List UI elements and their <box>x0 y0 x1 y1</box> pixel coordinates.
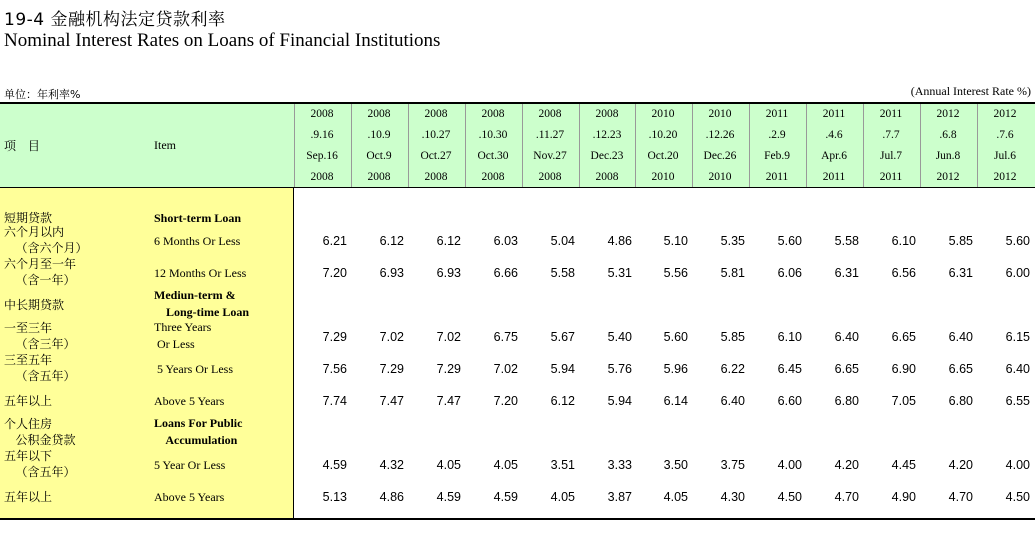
rate-cell: 6.31 <box>834 266 859 280</box>
date-header-year: 2011 <box>765 171 789 183</box>
row-label-english: 6 Months Or Less <box>154 234 241 248</box>
row-label-chinese: 五年以下 （含五年） <box>4 449 76 479</box>
rate-cell: 3.75 <box>720 458 745 472</box>
rate-cell: 6.40 <box>720 394 745 408</box>
row-label-chinese: 个人住房 公积金贷款 <box>4 417 76 447</box>
rate-cell: 4.05 <box>493 458 518 472</box>
date-header-year: 2008 <box>424 108 448 120</box>
date-header-year: 2012 <box>993 108 1017 120</box>
date-header-month-day: .7.6 <box>996 129 1014 141</box>
date-header-year: 2012 <box>936 108 960 120</box>
rate-cell: 6.45 <box>777 362 802 376</box>
rate-cell: 4.05 <box>550 490 575 504</box>
rate-cell: 4.05 <box>663 490 688 504</box>
row-label-chinese: 一至三年 （含三年） <box>4 321 76 351</box>
rate-cell: 6.10 <box>891 234 916 248</box>
rate-cell: 7.29 <box>436 362 461 376</box>
table-top-rule <box>0 102 1035 104</box>
rate-cell: 7.29 <box>379 362 404 376</box>
rate-cell: 4.59 <box>436 490 461 504</box>
rate-cell: 5.04 <box>550 234 575 248</box>
rate-cell: 7.05 <box>891 394 916 408</box>
row-label-chinese: 五年以上 <box>4 490 53 504</box>
rate-cell: 6.15 <box>1005 330 1030 344</box>
date-header-label: Feb.9 <box>764 150 790 162</box>
rate-cell: 7.47 <box>436 394 461 408</box>
rate-cell: 7.56 <box>322 362 347 376</box>
header-item-chinese: 项 目 <box>4 139 44 153</box>
row-label-english: Three Years Or Less <box>154 320 212 351</box>
rate-cell: 6.65 <box>948 362 973 376</box>
rate-cell: 6.55 <box>1005 394 1030 408</box>
row-label-chinese: 五年以上 <box>4 394 53 408</box>
rate-cell: 5.60 <box>1005 234 1030 248</box>
date-header-month-day: .7.7 <box>882 129 900 141</box>
rate-cell: 4.70 <box>948 490 973 504</box>
rate-cell: 6.75 <box>493 330 518 344</box>
rate-cell: 5.58 <box>834 234 859 248</box>
rate-cell: 6.12 <box>379 234 404 248</box>
date-header-year: 2012 <box>936 171 960 183</box>
rate-cell: 7.74 <box>322 394 347 408</box>
rate-cell: 6.60 <box>777 394 802 408</box>
rate-cell: 5.10 <box>663 234 688 248</box>
rate-cell: 4.00 <box>1005 458 1030 472</box>
date-header-label: Oct.27 <box>420 150 452 162</box>
rate-cell: 6.40 <box>948 330 973 344</box>
rate-cell: 6.12 <box>550 394 575 408</box>
rate-cell: 6.56 <box>891 266 916 280</box>
rate-cell: 3.50 <box>663 458 688 472</box>
title-english: Nominal Interest Rates on Loans of Financial Institutions <box>4 30 441 51</box>
row-label-chinese: 短期贷款 <box>4 211 53 225</box>
date-header-label: Jul.7 <box>879 150 903 162</box>
rate-cell: 4.20 <box>834 458 859 472</box>
rate-cell: 4.59 <box>322 458 347 472</box>
row-label-english: 5 Year Or Less <box>154 458 226 472</box>
rate-cell: 7.02 <box>379 330 404 344</box>
row-label-chinese: 三至五年 （含五年） <box>4 353 76 383</box>
rate-cell: 6.40 <box>1005 362 1030 376</box>
date-header-year: 2008 <box>367 171 391 183</box>
date-header-month-day: .10.20 <box>648 129 678 141</box>
row-label-english: Above 5 Years <box>154 394 225 408</box>
rate-cell: 5.81 <box>720 266 745 280</box>
rate-cell: 5.60 <box>777 234 802 248</box>
rate-cell: 4.86 <box>379 490 404 504</box>
rate-cell: 6.80 <box>834 394 859 408</box>
row-label-chinese: 六个月至一年 （含一年） <box>4 257 77 287</box>
date-header-month-day: .11.27 <box>535 129 565 141</box>
date-header-month-day: .4.6 <box>825 129 843 141</box>
rate-cell: 7.02 <box>493 362 518 376</box>
date-header-year: 2010 <box>708 108 732 120</box>
date-header-year: 2011 <box>822 108 846 120</box>
unit-label-english: (Annual Interest Rate %) <box>910 84 1031 98</box>
row-label-english: Short-term Loan <box>154 211 241 225</box>
rate-cell: 6.65 <box>891 330 916 344</box>
rate-cell: 5.40 <box>607 330 632 344</box>
date-header-year: 2008 <box>538 171 562 183</box>
rate-cell: 4.05 <box>436 458 461 472</box>
rate-cell: 6.90 <box>891 362 916 376</box>
row-label-english: Above 5 Years <box>154 490 225 504</box>
rate-cell: 7.29 <box>322 330 347 344</box>
date-header-month-day: .2.9 <box>768 129 786 141</box>
date-header-year: 2008 <box>367 108 391 120</box>
rate-cell: 4.50 <box>1005 490 1030 504</box>
rate-cell: 6.93 <box>379 266 404 280</box>
title-chinese: 19-4 金融机构法定贷款利率 <box>4 10 226 30</box>
header-item-english: Item <box>154 138 176 152</box>
rate-cell: 6.00 <box>1005 266 1030 280</box>
rate-cell: 6.66 <box>493 266 518 280</box>
rate-cell: 6.03 <box>493 234 518 248</box>
rate-cell: 7.02 <box>436 330 461 344</box>
date-header-label: Apr.6 <box>821 150 847 162</box>
rate-cell: 6.22 <box>720 362 745 376</box>
date-header-label: Jun.8 <box>935 150 961 162</box>
rate-cell: 4.59 <box>493 490 518 504</box>
date-header-label: Sep.16 <box>306 150 338 162</box>
row-label-chinese: 六个月以内 （含六个月） <box>4 225 88 255</box>
date-header-year: 2012 <box>993 171 1017 183</box>
rate-cell: 5.94 <box>550 362 575 376</box>
rate-cell: 3.51 <box>550 458 575 472</box>
rate-cell: 6.21 <box>322 234 347 248</box>
date-header-year: 2008 <box>310 108 334 120</box>
date-header-month-day: .10.30 <box>478 129 508 141</box>
date-header-year: 2011 <box>879 108 903 120</box>
rate-cell: 5.94 <box>607 394 632 408</box>
rate-cell: 5.58 <box>550 266 575 280</box>
rate-cell: 6.40 <box>834 330 859 344</box>
rate-cell: 6.10 <box>777 330 802 344</box>
rate-cell: 5.76 <box>607 362 632 376</box>
rate-cell: 5.85 <box>948 234 973 248</box>
date-header-year: 2008 <box>595 171 619 183</box>
date-header-year: 2010 <box>651 171 675 183</box>
date-header-month-day: .9.16 <box>310 129 334 141</box>
date-header-year: 2008 <box>538 108 562 120</box>
date-header-year: 2008 <box>481 108 505 120</box>
table-bottom-rule <box>0 518 1035 520</box>
rate-cell: 6.06 <box>777 266 802 280</box>
rate-cell: 4.86 <box>607 234 632 248</box>
row-label-english: 12 Months Or Less <box>154 266 247 280</box>
date-header-label: Oct.30 <box>477 150 509 162</box>
rate-cell: 6.12 <box>436 234 461 248</box>
rate-cell: 4.70 <box>834 490 859 504</box>
date-header-year: 2010 <box>708 171 732 183</box>
row-label-english: Mediun-term & Long-time Loan <box>154 288 250 319</box>
date-header-month-day: .6.8 <box>939 129 957 141</box>
rate-cell: 6.93 <box>436 266 461 280</box>
rate-cell: 5.35 <box>720 234 745 248</box>
rate-cell: 7.20 <box>493 394 518 408</box>
rate-cell: 6.31 <box>948 266 973 280</box>
row-label-chinese: 中长期贷款 <box>4 298 65 312</box>
rate-cell: 4.32 <box>379 458 404 472</box>
rate-cell: 5.13 <box>322 490 347 504</box>
date-header-year: 2011 <box>879 171 903 183</box>
rate-cell: 5.85 <box>720 330 745 344</box>
rate-cell: 4.90 <box>891 490 916 504</box>
rate-cell: 3.33 <box>607 458 632 472</box>
date-header-year: 2011 <box>765 108 789 120</box>
rate-cell: 7.47 <box>379 394 404 408</box>
rate-cell: 5.60 <box>663 330 688 344</box>
rate-cell: 5.67 <box>550 330 575 344</box>
date-header-label: Oct.9 <box>366 150 392 162</box>
date-header-year: 2008 <box>310 171 334 183</box>
row-label-english: Loans For Public Accumulation <box>154 416 243 447</box>
date-header-month-day: .10.9 <box>367 129 391 141</box>
rate-cell: 6.80 <box>948 394 973 408</box>
date-header-month-day: .10.27 <box>421 129 451 141</box>
date-header-label: Jul.6 <box>993 150 1017 162</box>
date-header-year: 2008 <box>481 171 505 183</box>
row-label-english: 5 Years Or Less <box>154 362 233 376</box>
rate-cell: 4.50 <box>777 490 802 504</box>
date-header-year: 2008 <box>595 108 619 120</box>
date-header-year: 2010 <box>651 108 675 120</box>
rate-cell: 5.56 <box>663 266 688 280</box>
date-header-year: 2008 <box>424 171 448 183</box>
rate-cell: 6.65 <box>834 362 859 376</box>
date-header-label: Nov.27 <box>533 150 567 162</box>
rate-cell: 4.20 <box>948 458 973 472</box>
date-header-year: 2011 <box>822 171 846 183</box>
date-header-label: Oct.20 <box>647 150 679 162</box>
unit-label-chinese: 单位：年利率% <box>4 88 81 101</box>
rate-cell: 3.87 <box>607 490 632 504</box>
date-header-month-day: .12.23 <box>592 129 622 141</box>
date-header-label: Dec.26 <box>703 150 737 162</box>
rate-cell: 6.14 <box>663 394 688 408</box>
rate-cell: 5.96 <box>663 362 688 376</box>
rate-cell: 4.30 <box>720 490 745 504</box>
rate-cell: 7.20 <box>322 266 347 280</box>
rate-cell: 5.31 <box>607 266 632 280</box>
date-header-month-day: .12.26 <box>705 129 735 141</box>
rate-cell: 4.00 <box>777 458 802 472</box>
rate-cell: 4.45 <box>891 458 916 472</box>
date-header-label: Dec.23 <box>590 150 624 162</box>
